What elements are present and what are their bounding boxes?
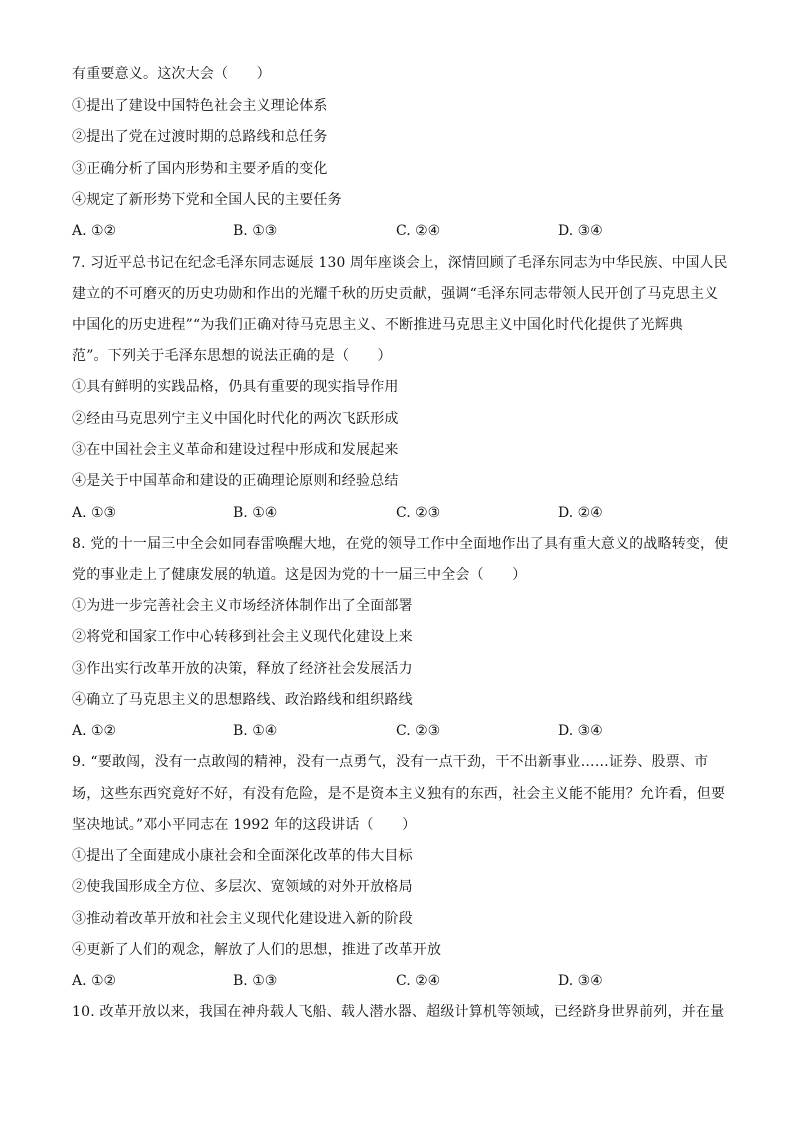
option-c: C. ②④	[396, 223, 441, 239]
statement-item: ③在中国社会主义革命和建设过程中形成和发展起来	[72, 442, 399, 458]
question-stem-line: 坚决地试。”邓小平同志在 1992 年的这段讲话（ ）	[72, 817, 417, 833]
statement-item: ①提出了全面建成小康社会和全面深化改革的伟大目标	[72, 848, 413, 864]
option-a: A. ①②	[72, 723, 117, 739]
option-d: D. ②④	[558, 505, 603, 521]
statement-item: ①为进一步完善社会主义市场经济体制作出了全面部署	[72, 598, 413, 614]
statement-item: ②提出了党在过渡时期的总路线和总任务	[72, 129, 328, 145]
option-d: D. ③④	[558, 723, 603, 739]
question-stem-line: 有重要意义。这次大会（ ）	[72, 66, 271, 82]
answer-options	[72, 721, 722, 741]
statement-item: ③正确分析了国内形势和主要矛盾的变化	[72, 161, 328, 177]
statement-item: ②将党和国家工作中心转移到社会主义现代化建设上来	[72, 629, 413, 645]
statement-item: ②使我国形成全方位、多层次、宽领域的对外开放格局	[72, 879, 413, 895]
option-c: C. ②③	[396, 505, 441, 521]
question-stem-line: 8. 党的十一届三中全会如同春雷唤醒大地，在党的领导工作中全面地作出了具有重大意义的战略转变，使	[72, 536, 729, 552]
statement-item: ①具有鲜明的实践品格，仍具有重要的现实指导作用	[72, 379, 399, 395]
option-d: D. ③④	[558, 973, 603, 989]
option-b: B. ①③	[233, 223, 278, 239]
option-a: A. ①③	[72, 505, 117, 521]
question-stem-line: 党的事业走上了健康发展的轨道。这是因为党的十一届三中全会（ ）	[72, 567, 527, 583]
statement-item: ④更新了人们的观念，解放了人们的思想，推进了改革开放	[72, 942, 442, 958]
question-stem-line: 7. 习近平总书记在纪念毛泽东同志诞辰 130 周年座谈会上，深情回顾了毛泽东同志为中华民族、中国人民	[72, 255, 728, 271]
question-stem-line: 中国化的历史进程”“为我们正确对待马克思主义、不断推进马克思主义中国化时代化提供了光辉典	[72, 317, 684, 333]
option-b: B. ①③	[233, 973, 278, 989]
option-a: A. ①②	[72, 973, 117, 989]
question-stem-line: 9. “要敢闯，没有一点敢闯的精神，没有一点勇气，没有一点干劲，干不出新事业……证券、股票、市	[72, 754, 709, 770]
option-d: D. ③④	[558, 223, 603, 239]
answer-options	[72, 971, 722, 991]
option-b: B. ①④	[233, 505, 278, 521]
statement-item: ④确立了马克思主义的思想路线、政治路线和组织路线	[72, 692, 413, 708]
statement-item: ④规定了新形势下党和全国人民的主要任务	[72, 192, 342, 208]
question-stem-line: 10. 改革开放以来，我国在神舟载人飞船、载人潜水器、超级计算机等领域，已经跻身世界前列，并在量	[72, 1004, 725, 1020]
question-stem-line: 范”。下列关于毛泽东思想的说法正确的是（ ）	[72, 348, 392, 364]
statement-item: ③作出实行改革开放的决策，释放了经济社会发展活力	[72, 661, 413, 677]
statement-item: ④是关于中国革命和建设的正确理论原则和经验总结	[72, 473, 399, 489]
question-stem-line: 场，这些东西究竟好不好，有没有危险，是不是资本主义独有的东西，社会主义能不能用？允许看，但要	[72, 786, 726, 802]
option-c: C. ②③	[396, 723, 441, 739]
question-stem-line: 建立的不可磨灭的历史功勋和作出的光耀千秋的历史贡献，强调“毛泽东同志带领人民开创了马克思主义	[72, 286, 719, 302]
option-c: C. ②④	[396, 973, 441, 989]
statement-item: ②经由马克思列宁主义中国化时代化的两次飞跃形成	[72, 411, 399, 427]
answer-options	[72, 221, 722, 241]
option-b: B. ①④	[233, 723, 278, 739]
answer-options	[72, 503, 722, 523]
option-a: A. ①②	[72, 223, 117, 239]
statement-item: ③推动着改革开放和社会主义现代化建设进入新的阶段	[72, 911, 413, 927]
statement-item: ①提出了建设中国特色社会主义理论体系	[72, 98, 328, 114]
